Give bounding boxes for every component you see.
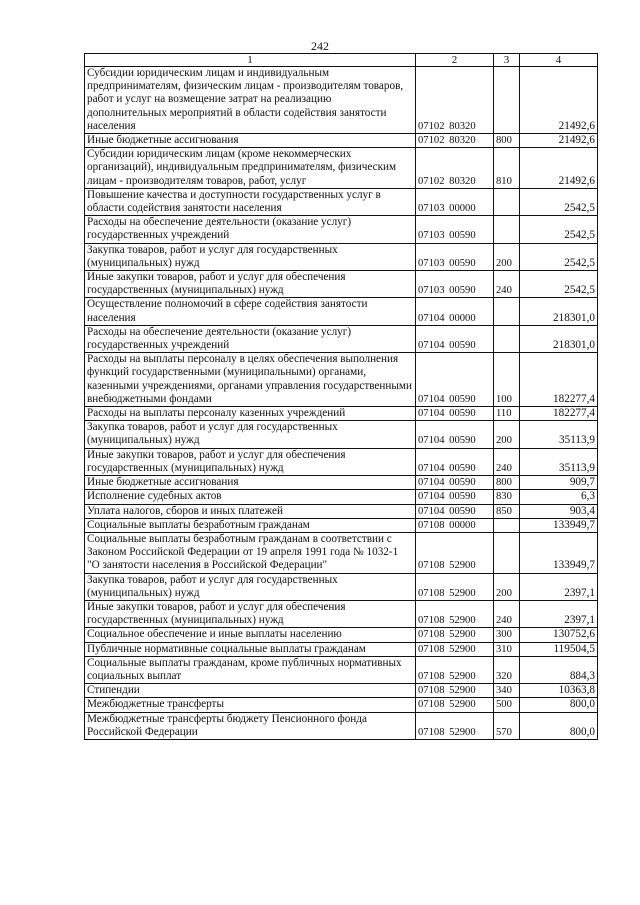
- row-code-direction: 52900: [449, 726, 476, 738]
- row-amount: 10363,8: [520, 684, 598, 698]
- row-amount: 2542,5: [520, 188, 598, 215]
- row-amount: 884,3: [520, 656, 598, 683]
- table-row: [85, 325, 598, 352]
- row-amount: 218301,0: [520, 325, 598, 352]
- row-name: Повышение качества и доступности государственных услуг в области содействия занятости населения: [85, 188, 416, 215]
- row-code-direction: 52900: [449, 615, 476, 627]
- row-amount: 2542,5: [520, 216, 598, 243]
- row-code-program: 07108: [418, 560, 445, 572]
- row-code: [416, 407, 494, 421]
- row-code: [416, 476, 494, 490]
- table-row: [85, 271, 598, 298]
- row-code-direction: 00000: [449, 312, 476, 324]
- row-code-direction: 00590: [449, 340, 476, 352]
- table-row: [85, 476, 598, 490]
- row-code-program: 07103: [418, 203, 445, 215]
- row-name: Закупка товаров, работ и услуг для государственных (муниципальных) нужд: [85, 243, 416, 270]
- row-code-direction: 00590: [449, 462, 476, 474]
- row-code-program: 07108: [418, 519, 445, 531]
- table-row: [85, 573, 598, 600]
- row-expense-type: [494, 298, 520, 325]
- row-amount: 21492,6: [520, 134, 598, 148]
- row-code-direction: 00590: [449, 505, 476, 517]
- row-expense-type: 240: [494, 448, 520, 475]
- row-code-program: 07104: [418, 393, 445, 405]
- row-expense-type: [494, 216, 520, 243]
- row-expense-type: 500: [494, 698, 520, 712]
- row-code: [416, 188, 494, 215]
- row-code-program: 07104: [418, 505, 445, 517]
- row-amount: 21492,6: [520, 67, 598, 134]
- row-code-direction: 00590: [449, 230, 476, 242]
- row-name: Социальные выплаты безработным гражданам: [85, 518, 416, 532]
- row-code-direction: 52900: [449, 587, 476, 599]
- row-name: Иные закупки товаров, работ и услуг для обеспечения государственных (муниципальных) нужд: [85, 600, 416, 627]
- header-cell-2: 2: [416, 54, 494, 67]
- row-expense-type: 850: [494, 504, 520, 518]
- row-name: Расходы на выплаты персоналу казенных учреждений: [85, 407, 416, 421]
- table-row: [85, 243, 598, 270]
- row-code-program: 07103: [418, 230, 445, 242]
- row-code-direction: 52900: [449, 685, 476, 697]
- row-code-program: 07108: [418, 699, 445, 711]
- row-code: [416, 600, 494, 627]
- row-amount: 2397,1: [520, 600, 598, 627]
- row-name: Стипендии: [85, 684, 416, 698]
- row-name: Социальные выплаты безработным гражданам в соответствии с Законом Российской Федерации от 19 апреля 1991 года № 1032-1 "О занятости населения в Российской Федерации": [85, 532, 416, 573]
- row-code: [416, 656, 494, 683]
- row-name: Исполнение судебных актов: [85, 490, 416, 504]
- row-name: Социальное обеспечение и иные выплаты населению: [85, 628, 416, 642]
- row-code: [416, 421, 494, 448]
- row-code-program: 07104: [418, 435, 445, 447]
- row-amount: 6,3: [520, 490, 598, 504]
- row-code: [416, 532, 494, 573]
- row-amount: 133949,7: [520, 532, 598, 573]
- row-name: Социальные выплаты гражданам, кроме публичных нормативных социальных выплат: [85, 656, 416, 683]
- row-name: Закупка товаров, работ и услуг для государственных (муниципальных) нужд: [85, 573, 416, 600]
- table-row: [85, 698, 598, 712]
- table-row: [85, 642, 598, 656]
- row-expense-type: 200: [494, 573, 520, 600]
- row-code-program: 07103: [418, 285, 445, 297]
- row-code: [416, 504, 494, 518]
- row-expense-type: [494, 532, 520, 573]
- row-expense-type: 240: [494, 271, 520, 298]
- row-code: [416, 712, 494, 739]
- row-code-direction: 00590: [449, 408, 476, 420]
- row-code-direction: 80320: [449, 120, 476, 132]
- row-code-direction: 00590: [449, 257, 476, 269]
- row-amount: 182277,4: [520, 407, 598, 421]
- table-row: [85, 504, 598, 518]
- row-amount: 800,0: [520, 698, 598, 712]
- row-amount: 35113,9: [520, 448, 598, 475]
- row-code: [416, 518, 494, 532]
- row-expense-type: 240: [494, 600, 520, 627]
- row-code: [416, 684, 494, 698]
- table-row: [85, 448, 598, 475]
- row-name: Межбюджетные трансферты: [85, 698, 416, 712]
- row-code: [416, 628, 494, 642]
- row-code-program: 07108: [418, 670, 445, 682]
- row-code-direction: 80320: [449, 135, 476, 147]
- row-name: Иные закупки товаров, работ и услуг для обеспечения государственных (муниципальных) нужд: [85, 271, 416, 298]
- row-code-program: 07108: [418, 615, 445, 627]
- row-code-program: 07104: [418, 477, 445, 489]
- row-expense-type: 800: [494, 476, 520, 490]
- row-code: [416, 271, 494, 298]
- row-amount: 903,4: [520, 504, 598, 518]
- table-row: [85, 684, 598, 698]
- row-amount: 2542,5: [520, 243, 598, 270]
- table-row: [85, 628, 598, 642]
- row-amount: 35113,9: [520, 421, 598, 448]
- row-code-program: 07104: [418, 312, 445, 324]
- row-code: [416, 448, 494, 475]
- row-code-program: 07104: [418, 462, 445, 474]
- row-code-program: 07103: [418, 257, 445, 269]
- row-amount: 133949,7: [520, 518, 598, 532]
- header-cell-3: 3: [494, 54, 520, 67]
- row-code: [416, 573, 494, 600]
- row-name: Иные бюджетные ассигнования: [85, 134, 416, 148]
- row-name: Расходы на выплаты персоналу в целях обеспечения выполнения функций государственными (муниципальными) органами, казенными учреждениями, органами управления государственными внебюджетными фондами: [85, 353, 416, 407]
- table-row: [85, 188, 598, 215]
- row-name: Межбюджетные трансферты бюджету Пенсионного фонда Российской Федерации: [85, 712, 416, 739]
- header-cell-4: 4: [520, 54, 598, 67]
- row-amount: 909,7: [520, 476, 598, 490]
- row-code-program: 07104: [418, 491, 445, 503]
- row-amount: 218301,0: [520, 298, 598, 325]
- page-number: 242: [311, 39, 329, 53]
- row-code-direction: 52900: [449, 699, 476, 711]
- row-expense-type: 320: [494, 656, 520, 683]
- row-expense-type: [494, 67, 520, 134]
- row-code: [416, 148, 494, 189]
- row-name: Расходы на обеспечение деятельности (оказание услуг) государственных учреждений: [85, 325, 416, 352]
- row-name: Закупка товаров, работ и услуг для государственных (муниципальных) нужд: [85, 421, 416, 448]
- table-row: [85, 298, 598, 325]
- table-row: [85, 353, 598, 407]
- row-amount: 119504,5: [520, 642, 598, 656]
- row-amount: 182277,4: [520, 353, 598, 407]
- table-row: [85, 518, 598, 532]
- table-row: [85, 656, 598, 683]
- row-code-direction: 52900: [449, 560, 476, 572]
- table-header-row: [85, 54, 598, 67]
- row-code-direction: 80320: [449, 175, 476, 187]
- row-expense-type: 100: [494, 353, 520, 407]
- table-row: [85, 134, 598, 148]
- row-code-direction: 00000: [449, 519, 476, 531]
- table-row: [85, 712, 598, 739]
- row-code: [416, 298, 494, 325]
- budget-table: [84, 53, 598, 740]
- row-expense-type: 110: [494, 407, 520, 421]
- row-name: Публичные нормативные социальные выплаты гражданам: [85, 642, 416, 656]
- table-row: [85, 67, 598, 134]
- row-code-direction: 00590: [449, 435, 476, 447]
- row-amount: 2542,5: [520, 271, 598, 298]
- row-code-direction: 52900: [449, 629, 476, 641]
- row-name: Субсидии юридическим лицам (кроме некоммерческих организаций), индивидуальным предпринимателям, физическим лицам - производителям товаров, работ, услуг: [85, 148, 416, 189]
- row-code: [416, 642, 494, 656]
- row-name: Осуществление полномочий в сфере содействия занятости населения: [85, 298, 416, 325]
- row-code: [416, 698, 494, 712]
- row-code: [416, 216, 494, 243]
- row-code-program: 07108: [418, 643, 445, 655]
- row-code-program: 07108: [418, 685, 445, 697]
- row-expense-type: 300: [494, 628, 520, 642]
- table-row: [85, 490, 598, 504]
- row-expense-type: 830: [494, 490, 520, 504]
- row-code-direction: 00590: [449, 491, 476, 503]
- row-expense-type: 810: [494, 148, 520, 189]
- row-code-direction: 00590: [449, 285, 476, 297]
- row-expense-type: [494, 325, 520, 352]
- row-code-program: 07104: [418, 340, 445, 352]
- row-code-direction: 52900: [449, 670, 476, 682]
- table-row: [85, 216, 598, 243]
- table-row: [85, 148, 598, 189]
- row-name: Расходы на обеспечение деятельности (оказание услуг) государственных учреждений: [85, 216, 416, 243]
- row-expense-type: 200: [494, 421, 520, 448]
- row-amount: 800,0: [520, 712, 598, 739]
- row-code: [416, 67, 494, 134]
- row-code-direction: 00590: [449, 393, 476, 405]
- row-expense-type: 570: [494, 712, 520, 739]
- row-code-direction: 52900: [449, 643, 476, 655]
- table-body: [85, 54, 598, 740]
- row-expense-type: 310: [494, 642, 520, 656]
- row-code: [416, 243, 494, 270]
- row-name: Субсидии юридическим лицам и индивидуальным предпринимателям, физическим лицам - производителям товаров, работ и услуг на возмещение затрат на реализацию дополнительных мероприятий в области содействия занятости населения: [85, 67, 416, 134]
- row-expense-type: 200: [494, 243, 520, 270]
- row-name: Иные бюджетные ассигнования: [85, 476, 416, 490]
- row-expense-type: [494, 518, 520, 532]
- row-code-program: 07102: [418, 135, 445, 147]
- row-code-program: 07108: [418, 587, 445, 599]
- row-expense-type: 340: [494, 684, 520, 698]
- row-expense-type: 800: [494, 134, 520, 148]
- row-name: Уплата налогов, сборов и иных платежей: [85, 504, 416, 518]
- row-code-program: 07102: [418, 120, 445, 132]
- header-cell-1: 1: [85, 54, 416, 67]
- row-amount: 130752,6: [520, 628, 598, 642]
- row-code: [416, 353, 494, 407]
- row-code: [416, 134, 494, 148]
- row-name: Иные закупки товаров, работ и услуг для обеспечения государственных (муниципальных) нужд: [85, 448, 416, 475]
- table-row: [85, 532, 598, 573]
- table-row: [85, 600, 598, 627]
- row-code-program: 07104: [418, 408, 445, 420]
- row-code-direction: 00590: [449, 477, 476, 489]
- row-amount: 2397,1: [520, 573, 598, 600]
- row-code: [416, 325, 494, 352]
- row-code-program: 07102: [418, 175, 445, 187]
- row-code-program: 07108: [418, 726, 445, 738]
- table-row: [85, 421, 598, 448]
- row-amount: 21492,6: [520, 148, 598, 189]
- row-code: [416, 490, 494, 504]
- row-code-program: 07108: [418, 629, 445, 641]
- row-code-direction: 00000: [449, 203, 476, 215]
- row-expense-type: [494, 188, 520, 215]
- table-row: [85, 407, 598, 421]
